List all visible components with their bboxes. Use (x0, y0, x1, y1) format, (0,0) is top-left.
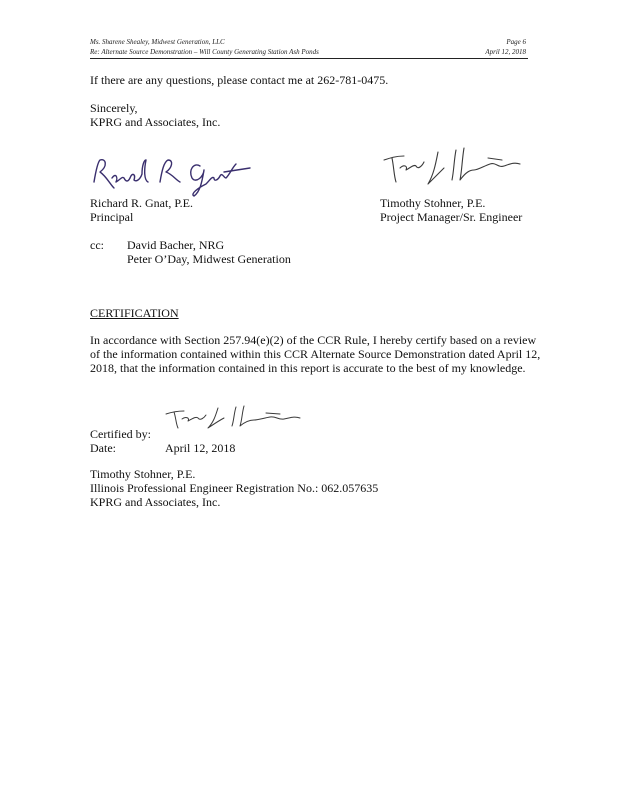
certifier-name: Timothy Stohner, P.E. (90, 467, 196, 481)
header-page: Page 6 (506, 38, 526, 46)
cc-label: cc: (90, 238, 104, 252)
certified-by-label: Certified by: (90, 427, 151, 441)
header-divider (90, 58, 528, 59)
signature-stohner (378, 138, 528, 193)
signature-gnat (90, 152, 260, 197)
header-addressee: Ms. Sharene Shealey, Midwest Generation, LLC (90, 38, 225, 46)
signatory-title-stohner: Project Manager/Sr. Engineer (380, 210, 523, 224)
questions-line: If there are any questions, please contact me at 262-781-0475. (90, 73, 389, 87)
firm-name: KPRG and Associates, Inc. (90, 115, 221, 129)
signature-stohner-certification (162, 402, 307, 434)
date-label: Date: (90, 441, 116, 455)
cc-recipient: David Bacher, NRG (127, 238, 225, 252)
certification-text: In accordance with Section 257.94(e)(2) of the CCR Rule, I hereby certify based on a review of the information contained within this CCR Alternate Source Demonstration dated April 12, 2018, that the information contained in this report is accurate to the best of my knowledge. (90, 333, 541, 375)
certification-date: April 12, 2018 (165, 441, 236, 455)
certifier-firm: KPRG and Associates, Inc. (90, 495, 221, 509)
certification-heading: CERTIFICATION (90, 306, 179, 320)
cc-recipient: Peter O’Day, Midwest Generation (127, 252, 291, 266)
closing: Sincerely, (90, 101, 138, 115)
signatory-name-gnat: Richard R. Gnat, P.E. (90, 196, 193, 210)
header-date: April 12, 2018 (485, 48, 526, 56)
registration-number: Illinois Professional Engineer Registration No.: 062.057635 (90, 481, 379, 495)
header-re-line: Re: Alternate Source Demonstration – Will County Generating Station Ash Ponds (90, 48, 319, 56)
signatory-name-stohner: Timothy Stohner, P.E. (380, 196, 486, 210)
signatory-title-gnat: Principal (90, 210, 134, 224)
